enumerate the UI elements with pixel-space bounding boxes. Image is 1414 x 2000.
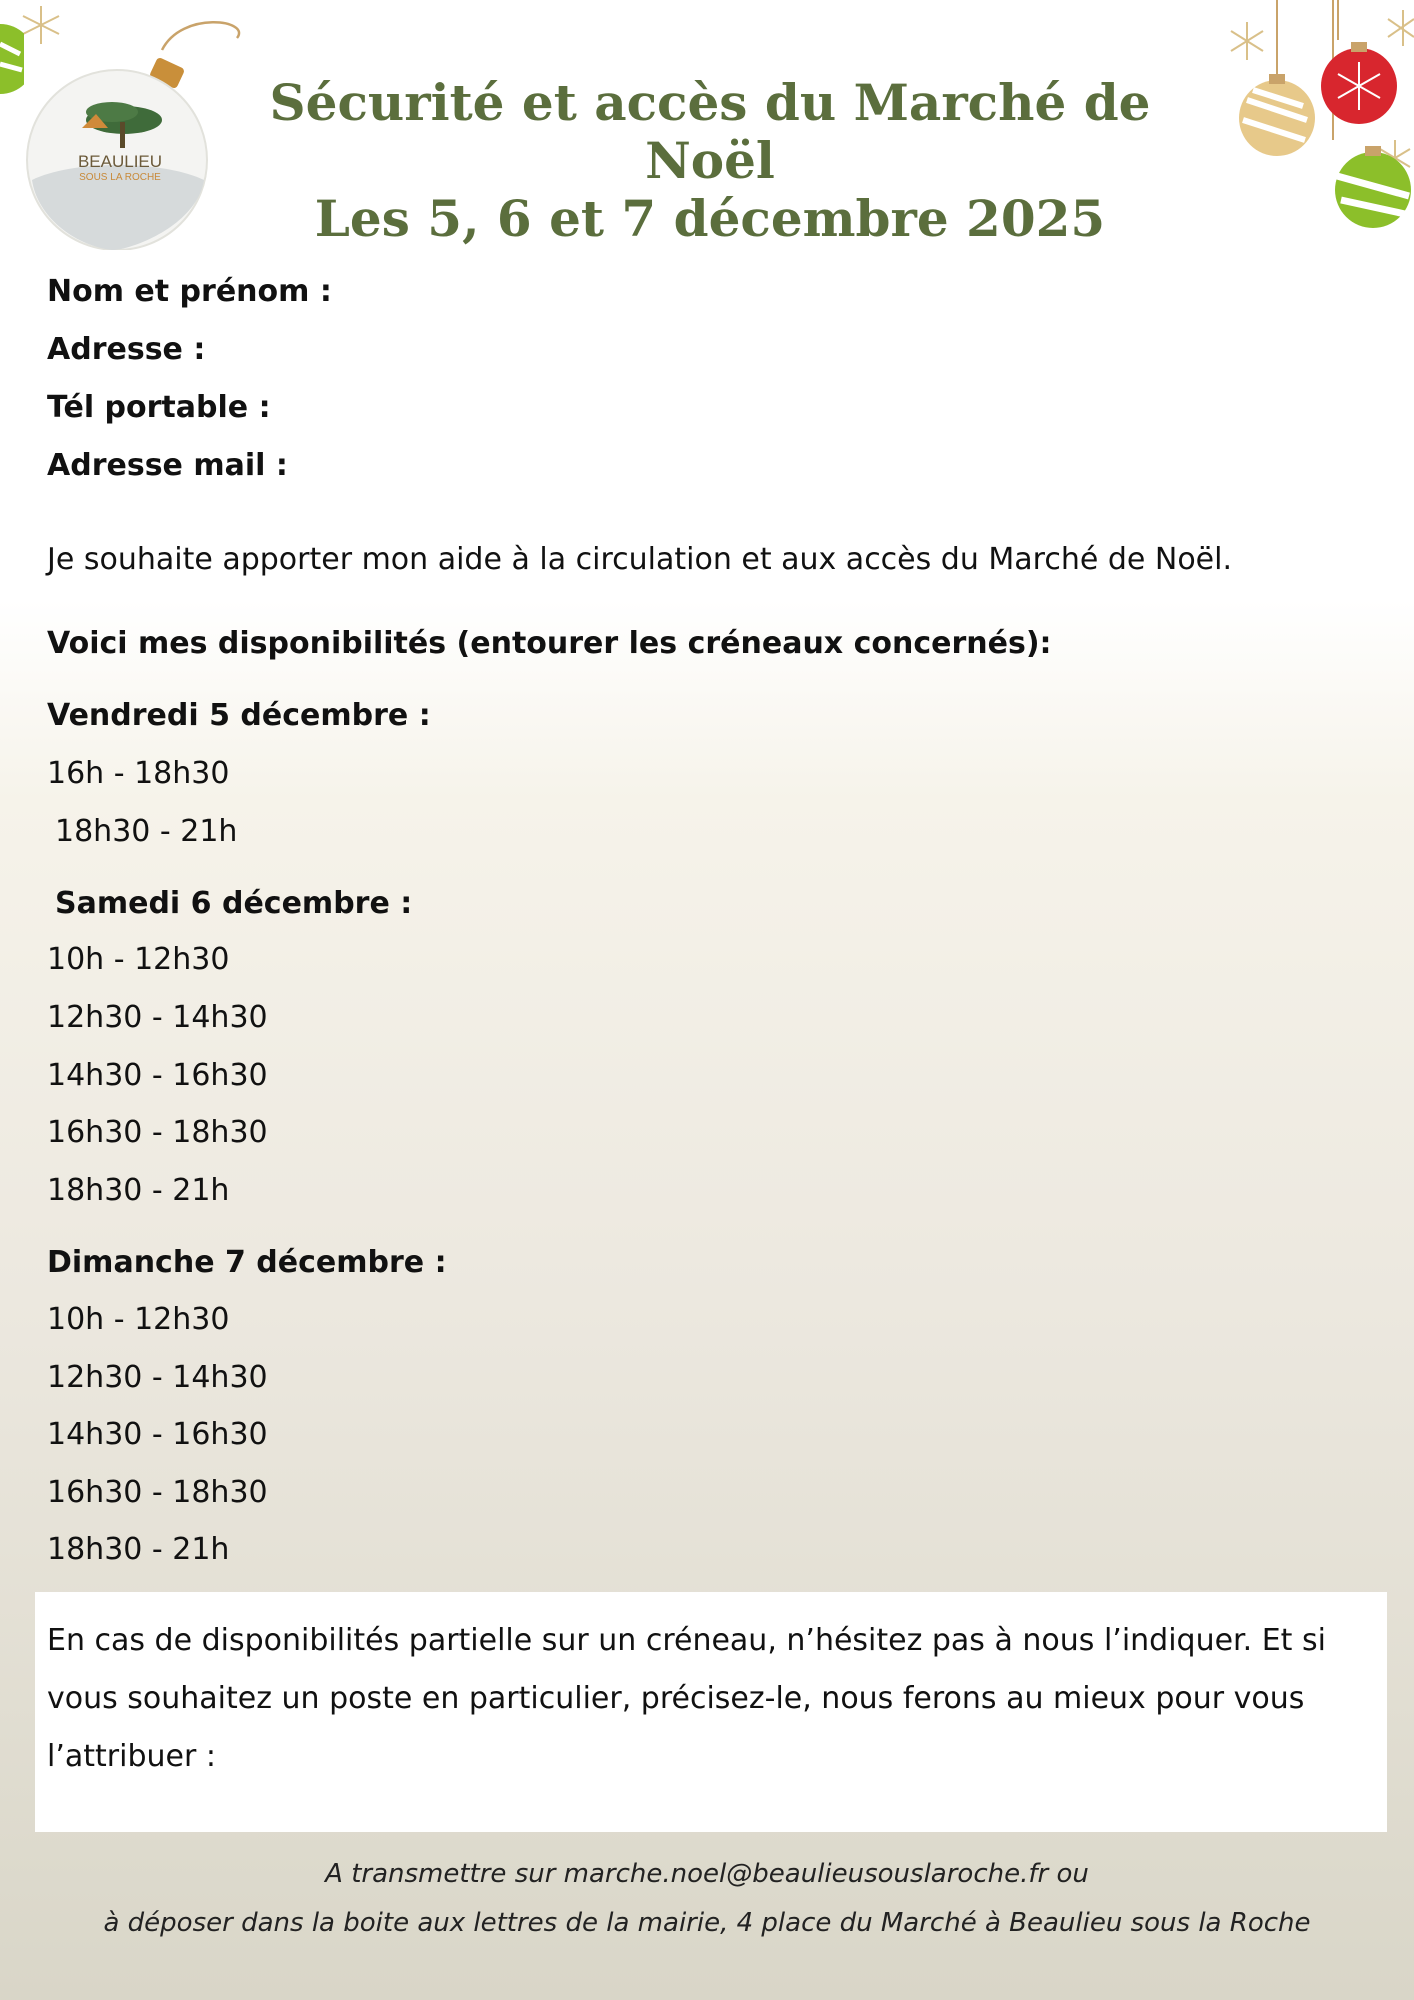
footer-line-1: A transmettre sur marche.noel@beaulieusouslaroche.fr ou [325,1859,1089,1889]
day-label-friday: Vendredi 5 décembre : [47,698,431,733]
address-field-label: Adresse : [47,332,206,367]
logo-text-line2: SOUS LA ROCHE [79,172,161,183]
time-slot: 12h30 - 14h30 [47,1360,268,1395]
phone-field-label: Tél portable : [47,390,271,425]
time-slot: 18h30 - 21h [47,1532,230,1567]
time-slot: 18h30 - 21h [47,1173,230,1208]
page-title [200,74,1220,248]
christmas-ornaments-icon [1225,0,1414,240]
note-box [35,1592,1387,1832]
time-slot: 10h - 12h30 [47,1302,230,1337]
time-slot: 18h30 - 21h [55,814,238,849]
day-label-saturday: Samedi 6 décembre : [55,886,413,921]
day-label-sunday: Dimanche 7 décembre : [47,1245,447,1280]
intro-text: Je souhaite apporter mon aide à la circulation et aux accès du Marché de Noël. [47,542,1232,577]
title-line-2: Les 5, 6 et 7 décembre 2025 [314,189,1106,248]
time-slot: 16h30 - 18h30 [47,1475,268,1510]
time-slot: 16h - 18h30 [47,756,230,791]
note-text: En cas de disponibilités partielle sur un créneau, n’hésitez pas à nous l’indiquer. Et si vous souhaitez un poste en particulier, précisez-le, nous ferons au mieux pour vous l’attribuer : [47,1623,1326,1774]
time-slot: 10h - 12h30 [47,942,230,977]
email-field-label: Adresse mail : [47,448,288,483]
name-field-label: Nom et prénom : [47,274,332,309]
footer-line-2: à déposer dans la boite aux lettres de la mairie, 4 place du Marché à Beaulieu sous la Roche [103,1908,1311,1938]
time-slot: 14h30 - 16h30 [47,1417,268,1452]
time-slot: 16h30 - 18h30 [47,1115,268,1150]
availability-heading: Voici mes disponibilités (entourer les créneaux concernés): [47,626,1052,661]
logo-text-line1: BEAULIEU [77,152,163,171]
title-line-1: Sécurité et accès du Marché de Noël [269,73,1151,190]
time-slot: 12h30 - 14h30 [47,1000,268,1035]
time-slot: 14h30 - 16h30 [47,1058,268,1093]
